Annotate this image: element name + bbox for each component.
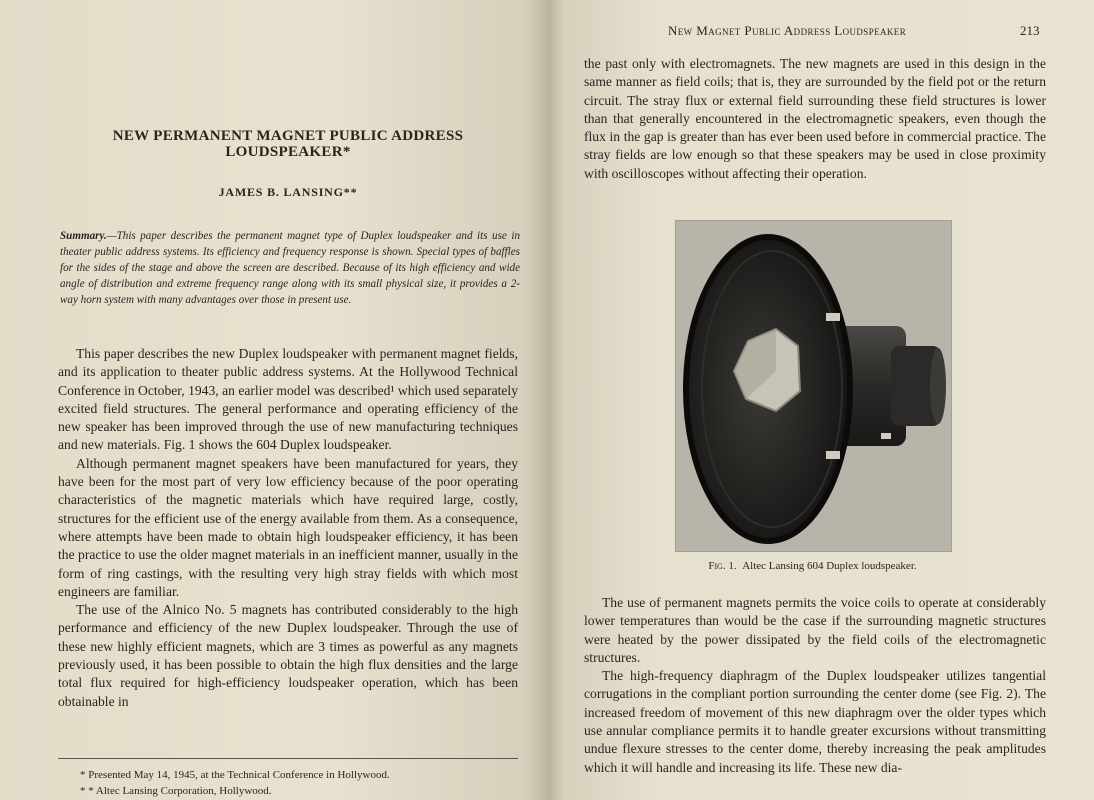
paragraph: Although permanent magnet speakers have been manufactured for years, they have been for the most part of very low efficiency because of the poor operating characteristics of the magnetic materials which have required large, costly, structures for the efficient use of the energy available from them. As a consequence, where attempts have been made to obtain high loudspeaker efficiency, it has been the practice to use the older magnet materials in an inefficient manner, usually in the form of ring castings, with the resulting very high stray fields with which most engineers are familiar. xyxy=(58,455,518,599)
paragraph: the past only with electromagnets. The new magnets are used in this design in the same manner as field coils; that is, they are surrounded by the field pot or the return circuit. The stray flux or external field surrounding these field structures is lower than that generally encountered in the electromagnetic speakers, even though the flux in the gap is greater than has ever been used before in commercial practice. The stray fields are low enough so that these speakers may be used in close proximity with oscilloscopes without affecting their operation. xyxy=(584,56,1046,181)
caption-label: Fig. 1. xyxy=(708,560,737,572)
figure-caption xyxy=(675,560,950,572)
title-line-2: LOUDSPEAKER* xyxy=(225,144,351,160)
paragraph: The use of the Alnico No. 5 magnets has contributed considerably to the high performance and efficiency of the new Duplex loudspeaker. Through the use of these new highly efficient magnets, which are 3 times as powerful as any magnets previously used, it has been possible to obtain the high flux densities and the large total flux required for high-efficiency loudspeaker operation, which has been obtainable in xyxy=(58,602,518,709)
right-top-text xyxy=(584,55,1046,183)
figure-loudspeaker-photo xyxy=(675,220,952,552)
article-title xyxy=(58,128,518,160)
footnote-divider xyxy=(58,758,518,759)
page-number: 213 xyxy=(1020,23,1040,38)
right-bottom-text xyxy=(584,594,1046,777)
footnote: * Presented May 14, 1945, at the Technical Conference in Hollywood. xyxy=(80,769,390,781)
caption-text: Altec Lansing 604 Duplex loudspeaker. xyxy=(742,560,917,572)
running-head xyxy=(668,23,906,39)
author-name: JAMES B. LANSING** xyxy=(218,185,358,199)
running-head-text: New Magnet Public Address Loudspeaker xyxy=(668,23,907,38)
footnote: * * Altec Lansing Corporation, Hollywood. xyxy=(80,785,272,797)
footnotes xyxy=(80,767,520,799)
summary-block xyxy=(60,228,520,308)
left-body-text xyxy=(58,345,518,711)
summary-text: —This paper describes the permanent magnet type of Duplex loudspeaker and its use in theater public address systems. Its efficiency and frequency response is shown. Special types of baffles for the sides of the stage and above the screen are described. Because of its high efficiency and wide angle of distribution and extreme frequency range along with its small physical size, it provides a 2-way horn system with many advantages over those in present use. xyxy=(60,230,520,306)
summary-lead: Summary. xyxy=(60,230,107,242)
paragraph: The use of permanent magnets permits the voice coils to operate at considerably lower temperatures than would be the case if the surrounding magnetic structures were heated by the power dissipated by the field coils of the electromagnetic structures. xyxy=(584,595,1046,665)
loudspeaker-illustration xyxy=(676,221,951,551)
title-line-1: NEW PERMANENT MAGNET PUBLIC ADDRESS xyxy=(112,128,464,144)
paragraph: This paper describes the new Duplex loudspeaker with permanent magnet fields, and its application to theater public address systems. At the Hollywood Technical Conference in October, 1943, an earlier model was described¹ which used separately excited field structures. The general performance and operating efficiency of the new speaker has been improved through the use of new manufacturing techniques and new materials. Fig. 1 shows the 604 Duplex loudspeaker. xyxy=(58,346,518,453)
paragraph: The high-frequency diaphragm of the Duplex loudspeaker utilizes tangential corrugations in the compliant portion surrounding the center dome (see Fig. 2). The increased freedom of movement of this new diaphragm over the older types which use annular compliance permits it to handle greater excursions without transmitting undue flexure stresses to the center dome, thereby increasing the peak amplitudes which it will handle and increasing its life. These new dia- xyxy=(584,668,1046,775)
